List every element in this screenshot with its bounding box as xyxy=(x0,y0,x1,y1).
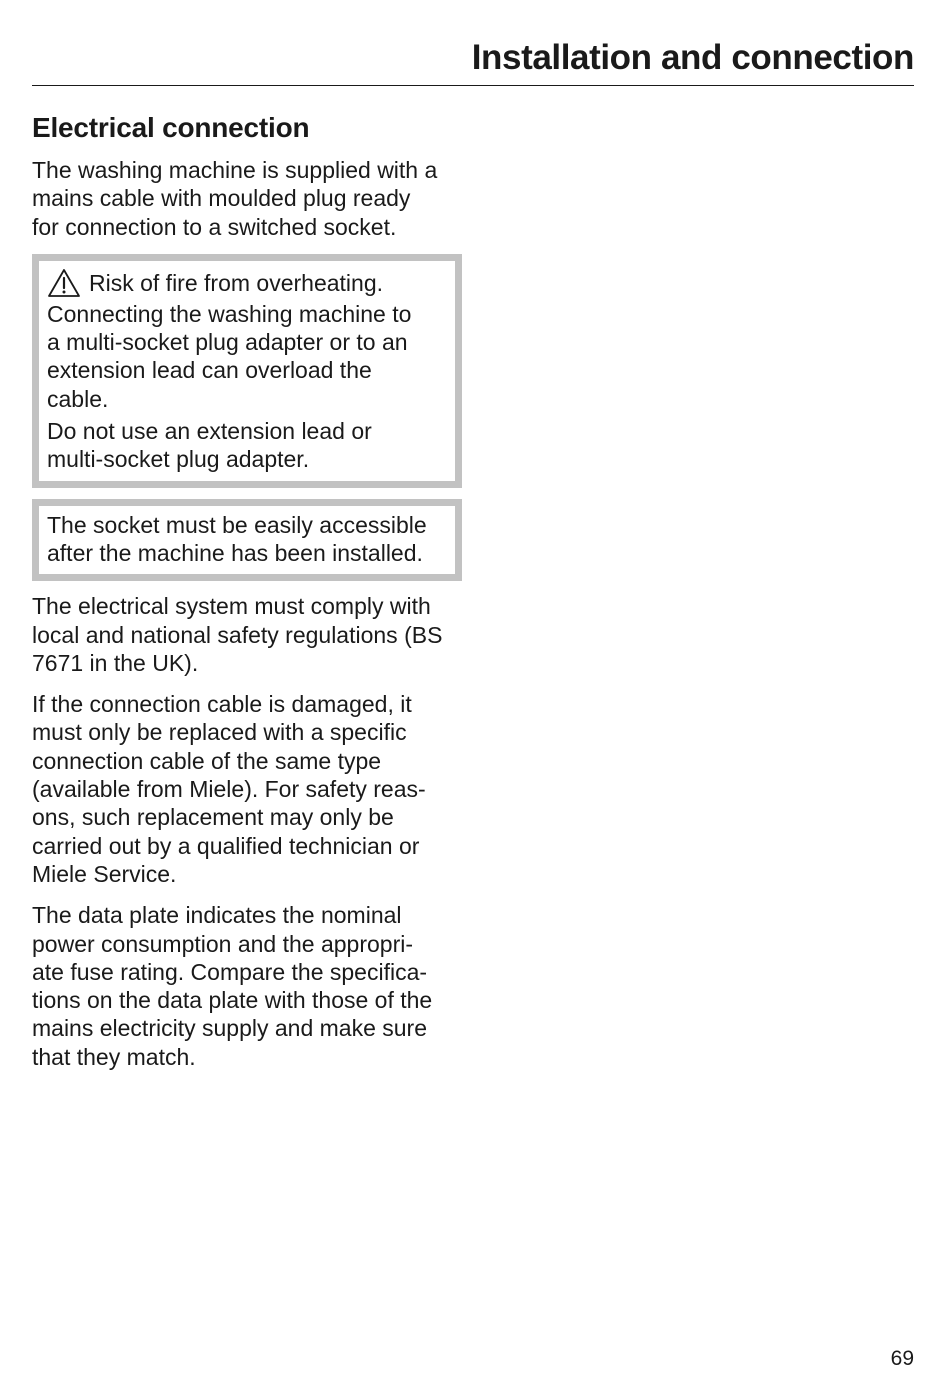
paragraph-data-plate: The data plate indicates the nominal power consumption and the appropri- ate fuse rating. Compare the specifica- tions on the data plate with those of the mains electricity supply and make sure that they match. xyxy=(32,902,433,1070)
section-heading: Electrical connection xyxy=(32,112,310,143)
paragraph-cable-replacement: If the connection cable is damaged, it must only be replaced with a specific connection cable of the same type (available from Miele). For safety reas- ons, such replacement may only be carried out by a qualified technician or Miele Service. xyxy=(32,691,426,887)
warning-body: Connecting the washing machine to a multi-socket plug adapter or to an extension lead can overload the cable. xyxy=(47,300,412,412)
intro-paragraph: The washing machine is supplied with a mains cable with moulded plug ready for connection to a switched socket. xyxy=(32,157,438,240)
page-number: 69 xyxy=(890,1347,914,1370)
note-box xyxy=(32,499,462,582)
note-text: The socket must be easily accessible after the machine has been installed. xyxy=(47,511,427,566)
warning-box xyxy=(32,254,462,488)
paragraph-safety-regulations: The electrical system must comply with local and national safety regulations (BS 7671 in the UK). xyxy=(32,593,443,676)
warning-instruction: Do not use an extension lead or multi-socket plug adapter. xyxy=(47,418,372,473)
warning-headline-row xyxy=(47,266,447,300)
header-rule xyxy=(32,85,914,86)
warning-headline: Risk of fire from overheating. xyxy=(89,269,384,296)
content-column xyxy=(32,108,464,1084)
warning-triangle-icon xyxy=(47,268,81,298)
page-header-title: Installation and connection xyxy=(471,38,914,77)
